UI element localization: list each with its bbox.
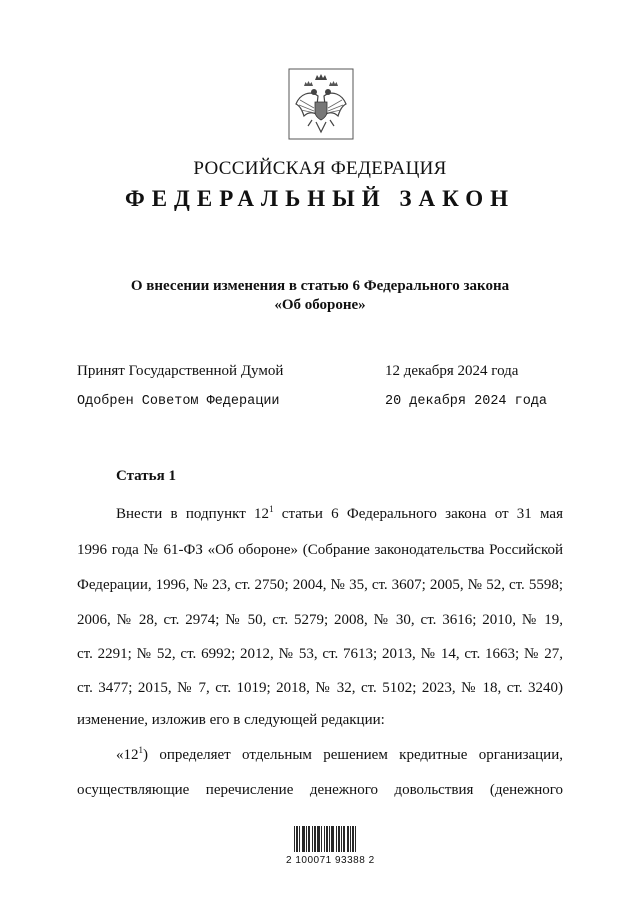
duma-adoption-date: 12 декабря 2024 года bbox=[385, 363, 519, 379]
law-title-line-2: «Об обороне» bbox=[274, 297, 366, 313]
paragraph-1-line-1: Внести в подпункт $12^1$ статьи 6 Федерального закона от 31 мая bbox=[116, 504, 563, 522]
barcode-number: 2 100071 93388 2 bbox=[286, 855, 375, 866]
law-title-line-1: О внесении изменения в статью 6 Федерального закона bbox=[130, 278, 510, 294]
duma-adoption-label: Принят Государственной Думой bbox=[77, 363, 284, 379]
paragraph-1-line-2: 1996 года № 61-ФЗ «Об обороне» (Собрание законодательства Российской bbox=[77, 542, 563, 558]
coat-of-arms-emblem bbox=[288, 68, 354, 140]
paragraph-2-line-2: осуществляющие перечисление денежного довольствия (денежного bbox=[77, 782, 563, 798]
paragraph-1-line-7: изменение, изложив его в следующей редакции: bbox=[77, 712, 385, 728]
paragraph-1-line-6: ст. 3477; 2015, № 7, ст. 1019; 2018, № 32, ст. 5102; 2023, № 18, ст. 3240) bbox=[77, 680, 563, 696]
council-approval-label: Одобрен Советом Федерации bbox=[77, 394, 280, 409]
paragraph-1-line-4: 2006, № 28, ст. 2974; № 50, ст. 5279; 2008, № 30, ст. 3616; 2010, № 19, bbox=[77, 612, 563, 628]
document-type: ФЕДЕРАЛЬНЫЙ ЗАКОН bbox=[124, 186, 516, 211]
barcode bbox=[294, 822, 356, 852]
paragraph-1-line-3: Федерации, 1996, № 23, ст. 2750; 2004, № 35, ст. 3607; 2005, № 52, ст. 5598; bbox=[77, 577, 563, 593]
law-title bbox=[60, 277, 580, 315]
paragraph-2-line-1: «$12^1$) определяет отдельным решением кредитные организации, bbox=[116, 745, 563, 763]
article-heading: Статья 1 bbox=[116, 468, 176, 484]
country-name: РОССИЙСКАЯ ФЕДЕРАЦИЯ bbox=[193, 158, 447, 179]
council-approval-date: 20 декабря 2024 года bbox=[385, 394, 548, 409]
paragraph-1-line-5: ст. 2291; № 52, ст. 6992; 2012, № 53, ст. 7613; 2013, № 14, ст. 1663; № 27, bbox=[77, 646, 563, 662]
